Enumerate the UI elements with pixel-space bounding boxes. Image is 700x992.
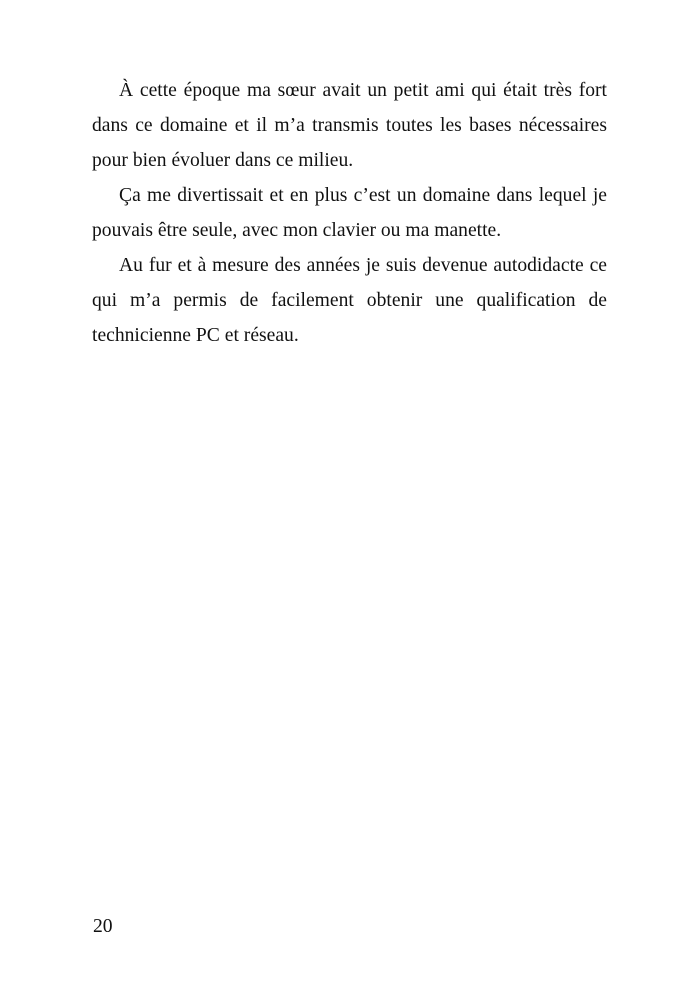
paragraph-1: À cette époque ma sœur avait un petit ami qui était très fort dans ce domaine et il m’a transmis toutes les bases nécessaires pour bien évoluer dans ce milieu.: [92, 80, 607, 171]
page-number: 20: [93, 916, 113, 937]
body-text: [92, 73, 607, 353]
paragraph-3: Au fur et à mesure des années je suis devenue autodidacte ce qui m’a permis de facilement obtenir une qualification de technicienne PC et réseau.: [92, 255, 607, 346]
paragraph-2: Ça me divertissait et en plus c’est un domaine dans lequel je pouvais être seule, avec mon clavier ou ma manette.: [92, 185, 607, 241]
